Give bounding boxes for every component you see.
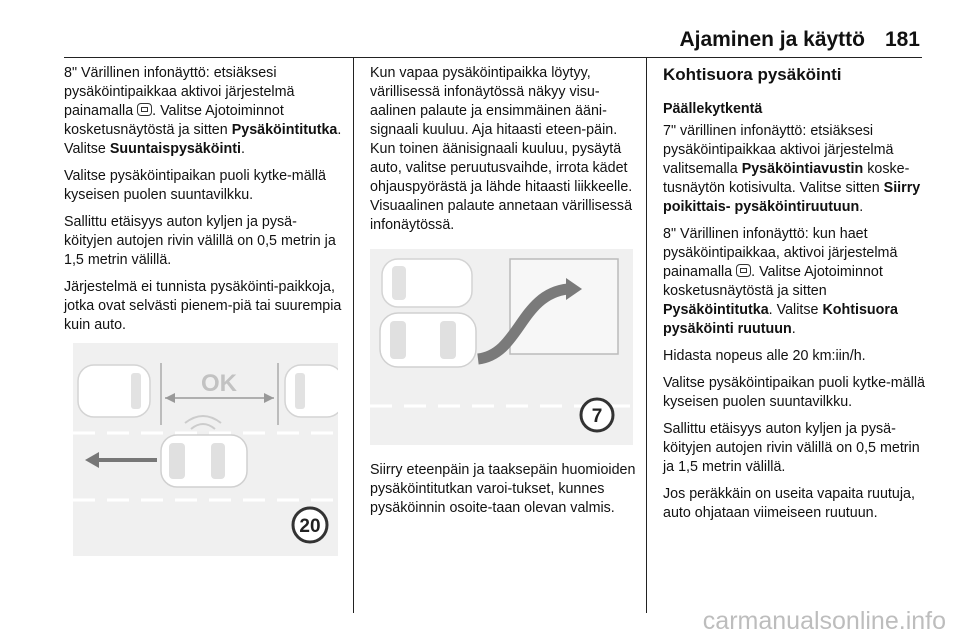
- menu-term: Pysäköintitutka: [231, 122, 338, 138]
- manoeuvre-diagram: [370, 249, 633, 445]
- text: 8" Värillinen infonäyttö: kun haet pysäköintipaikkaa, aktivoi järjestelmä painamalla: [663, 226, 898, 280]
- section-heading: Kohtisuora pysäköinti: [663, 65, 842, 84]
- text: . Valitse Ajotoiminnot kosketusnäytöstä ja sitten: [663, 264, 883, 299]
- section-title: Ajaminen ja käyttö: [679, 28, 865, 51]
- paragraph: Kun vapaa pysäköintipaikka löytyy, värillisessä infonäytössä näkyy visu-aalinen palaute ja ensimmäinen ääni-signaali kuuluu. Aja hitaasti eteen-päin. Kun toinen äänisignaali kuuluu, pysäytä auto, valitse peruutusvaihde, irrota kädet ohjauspyörästä ja lähde hitaasti liikkeelle. Visuaalinen palaute annetaan värillisessä infonäytössä.: [370, 65, 633, 233]
- text: . Valitse: [64, 122, 342, 157]
- paragraph: Siirry eteenpäin ja taaksepäin huomioiden pysäköintitutkan varoi-tukset, kunnes pysäköinnin osoite-taan olevan valmis.: [370, 462, 636, 516]
- text: 7" värillinen infonäyttö: etsiäksesi pysäköintipaikkaa aktivoi järjestelmä valitsemalla: [663, 123, 894, 177]
- column-2-lower: [370, 461, 640, 526]
- paragraph: Jos peräkkäin on useita vapaita ruutuja, auto ohjataan viimeiseen ruutuun.: [663, 486, 915, 521]
- watermark: carmanualsonline.info: [702, 607, 946, 635]
- menu-term: Kohtisuora pysäköinti ruutuun: [663, 302, 898, 337]
- parking-button-icon: [736, 264, 751, 277]
- column-divider-2: [646, 57, 647, 613]
- text: . Valitse Ajotoiminnot kosketusnäytöstä ja sitten: [64, 103, 284, 138]
- parking-diagram: [73, 343, 338, 556]
- ok-label: OK: [201, 370, 237, 397]
- figure-number: 20: [299, 516, 321, 537]
- column-1: [64, 64, 342, 343]
- text: .: [859, 199, 864, 215]
- figure-number: 7: [591, 406, 603, 427]
- page-header: [0, 0, 960, 56]
- paragraph: Sallittu etäisyys auton kyljen ja pysä-köityjen autojen rivin välillä on 0,5 metrin ja 1,5 metrin välillä.: [663, 421, 920, 475]
- paragraph: Valitse pysäköintipaikan puoli kytke-mällä kyseisen puolen suuntavilkku.: [663, 375, 925, 410]
- menu-term: Pysäköintiavustin: [741, 161, 864, 177]
- menu-term: Siirry poikittais- pysäköintiruutuun: [663, 180, 921, 215]
- column-2: [370, 64, 640, 243]
- column-3: [663, 64, 933, 531]
- menu-term: Pysäköintitutka: [663, 302, 769, 318]
- menu-term: Suuntaispysäköinti: [109, 141, 241, 157]
- page-number: 181: [884, 28, 920, 51]
- text: .: [791, 321, 796, 337]
- text: . Valitse: [768, 302, 819, 318]
- parking-manoeuvre-illustration: [370, 249, 633, 445]
- parallel-parking-illustration: [73, 343, 338, 556]
- text: koske-tusnäytön kotisivulta. Valitse sitten: [663, 161, 910, 196]
- header-rule: [64, 57, 922, 58]
- subheading: Päällekytkentä: [663, 101, 763, 117]
- paragraph: [663, 122, 933, 217]
- paragraph: Hidasta nopeus alle 20 km:iin/h.: [663, 348, 866, 364]
- text: .: [240, 141, 245, 157]
- paragraph: [64, 64, 342, 159]
- paragraph: [663, 225, 933, 339]
- paragraph: Sallittu etäisyys auton kyljen ja pysä-köityjen autojen rivin välillä on 0,5 metrin ja 1,5 metrin välillä.: [64, 214, 336, 268]
- parking-button-icon: [137, 103, 152, 116]
- text: 8" Värillinen infonäyttö: etsiäksesi pysäköintipaikkaa aktivoi järjestelmä painamalla: [64, 65, 295, 119]
- column-divider-1: [353, 57, 354, 613]
- paragraph: Valitse pysäköintipaikan puoli kytke-mällä kyseisen puolen suuntavilkku.: [64, 168, 326, 203]
- paragraph: Järjestelmä ei tunnista pysäköinti-paikkoja, jotka ovat selvästi pienem-piä tai suurempia kuin auto.: [64, 279, 342, 333]
